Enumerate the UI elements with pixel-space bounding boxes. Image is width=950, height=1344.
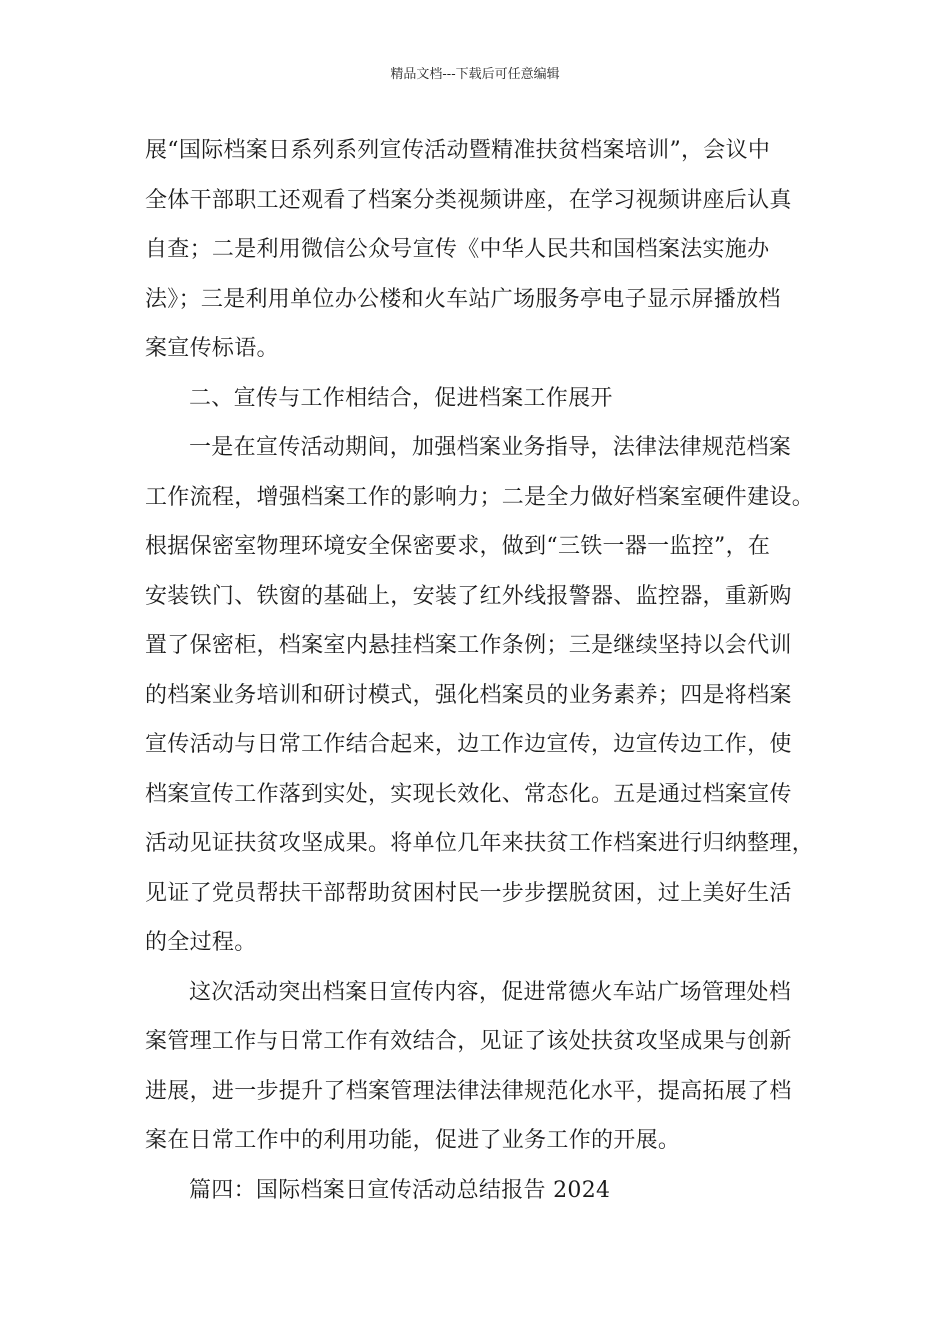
text-line: 的全过程。	[145, 930, 257, 955]
text-line: 档案宣传工作落到实处，实现长效化、常态化。五是通过档案宣传	[145, 781, 792, 807]
text-line: 案在日常工作中的利用功能，促进了业务工作的开展。	[145, 1128, 681, 1153]
page-header: 精品文档---下载后可任意编辑	[390, 67, 560, 82]
paragraph-continuation	[145, 126, 825, 374]
text-line: 案宣传标语。	[145, 336, 279, 361]
text-line: 全体干部职工还观看了档案分类视频讲座，在学习视频讲座后认真	[145, 187, 792, 213]
text-line: 活动见证扶贫攻坚成果。将单位几年来扶贫工作档案进行归纳整理，	[145, 831, 815, 856]
text-line: 见证了党员帮扶干部帮助贫困村民一步步摆脱贫困，过上美好生活	[145, 880, 792, 906]
text-line: 宣传活动与日常工作结合起来，边工作边宣传，边宣传边工作，使	[145, 732, 792, 757]
heading-line: 二、宣传与工作相结合，促进档案工作展开	[189, 385, 613, 411]
document-body	[145, 126, 825, 1215]
text-line: 一是在宣传活动期间，加强档案业务指导，法律法律规范档案	[189, 435, 792, 460]
text-line: 置了保密柜，档案室内悬挂档案工作条例；三是继续坚持以会代训	[145, 633, 792, 658]
text-line: 法》；三是利用单位办公楼和火车站广场服务亭电子显示屏播放档	[145, 286, 781, 312]
text-line: 根据保密室物理环境安全保密要求，做到“三铁一器一监控”，在	[145, 534, 771, 559]
text-line: 展“国际档案日系列系列宣传活动暨精准扶贫档案培训”，会议中	[145, 138, 771, 163]
text-line: 工作流程，增强档案工作的影响力；二是全力做好档案室硬件建设。	[145, 484, 815, 510]
text-line: 的档案业务培训和研讨模式，强化档案员的业务素养；四是将档案	[145, 682, 792, 708]
paragraph-summary	[145, 968, 825, 1166]
section-heading	[145, 374, 825, 424]
heading-line: 篇四：国际档案日宣传活动总结报告 2024	[189, 1177, 611, 1203]
next-article-title	[145, 1166, 825, 1216]
text-line: 案管理工作与日常工作有效结合，见证了该处扶贫攻坚成果与创新	[145, 1029, 792, 1054]
paragraph-measures	[145, 423, 825, 968]
text-line: 这次活动突出档案日宣传内容，促进常德火车站广场管理处档	[189, 979, 792, 1005]
text-line: 进展，进一步提升了档案管理法律法律规范化水平，提高拓展了档	[145, 1078, 792, 1104]
text-line: 自查；二是利用微信公众号宣传《中华人民共和国档案法实施办	[145, 237, 770, 262]
text-line: 安装铁门、铁窗的基础上，安装了红外线报警器、监控器，重新购	[145, 583, 792, 609]
